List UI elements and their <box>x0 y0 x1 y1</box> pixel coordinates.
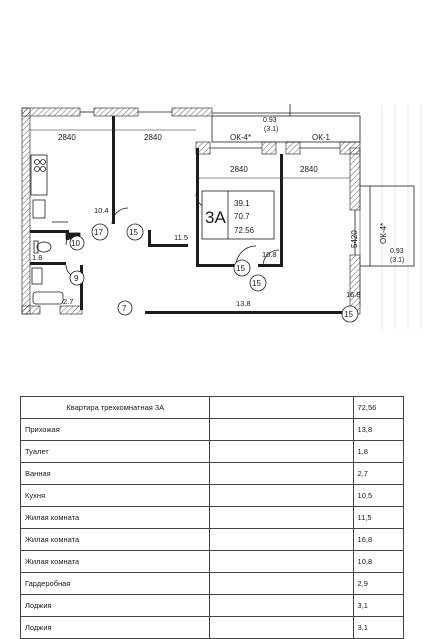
room-area-kitchen: 10.4 <box>94 206 109 215</box>
loggia-right-area: 0.93 <box>390 248 404 255</box>
table-header-value: 72,56 <box>353 397 403 419</box>
area-living: 39.1 <box>234 199 250 208</box>
marker-7-label: 7 <box>122 304 127 313</box>
room-area-living-1: 11.5 <box>174 233 189 242</box>
room-area: 10,8 <box>353 551 403 573</box>
room-area-toilet: 1.8 <box>32 253 43 262</box>
marker-15-a-label: 15 <box>129 228 138 237</box>
marker-15-c-label: 15 <box>252 279 261 288</box>
room-area-living-3: 16.8 <box>346 290 361 299</box>
table-row <box>21 529 404 551</box>
room-area: 13,8 <box>353 419 403 441</box>
table-row <box>21 463 404 485</box>
window-label-ok4-right: ОК-4* <box>379 222 388 244</box>
dim-label-4: 2840 <box>300 165 318 174</box>
area-total: 70.7 <box>234 212 250 221</box>
room-name: Ванная <box>21 463 210 485</box>
marker-10-label: 10 <box>71 239 80 248</box>
room-area: 1,8 <box>353 441 403 463</box>
marker-15-d-label: 15 <box>344 310 353 319</box>
room-area: 11,5 <box>353 507 403 529</box>
room-name: Жилая комната <box>21 529 210 551</box>
loggia-right-area-alt: (3.1) <box>390 257 405 264</box>
table-row <box>21 419 404 441</box>
table-row <box>21 551 404 573</box>
table-row <box>21 595 404 617</box>
room-area-bath: 2.7 <box>63 297 74 306</box>
room-area: 3,1 <box>353 595 403 617</box>
table-header-label: Квартира трехкомнатная 3А <box>21 397 210 419</box>
bath-fixtures <box>32 268 63 304</box>
room-name: Гардеробная <box>21 573 210 595</box>
marker-15-b-label: 15 <box>236 264 245 273</box>
room-area: 10,5 <box>353 485 403 507</box>
room-name: Жилая комната <box>21 551 210 573</box>
room-name: Лоджия <box>21 617 210 639</box>
room-name: Лоджия <box>21 595 210 617</box>
kitchen-fixtures <box>31 155 68 222</box>
room-name: Жилая комната <box>21 507 210 529</box>
table-row <box>21 617 404 639</box>
table-header-row <box>21 397 404 419</box>
table-row <box>21 573 404 595</box>
dim-label-3: 2840 <box>230 165 248 174</box>
table-row <box>21 485 404 507</box>
room-area-living-2: 10.8 <box>262 250 277 259</box>
dim-label-1: 2840 <box>58 133 76 142</box>
room-name: Кухня <box>21 485 210 507</box>
window-label-ok4-left: ОК-4* <box>230 133 252 142</box>
table-row <box>21 507 404 529</box>
room-name: Прихожая <box>21 419 210 441</box>
table-row <box>21 441 404 463</box>
area-table <box>20 396 404 639</box>
dim-label-height: 5420 <box>350 230 359 248</box>
loggia-top-area-alt: (3.1) <box>264 126 279 133</box>
room-area: 3,1 <box>353 617 403 639</box>
apartment-type: 3А <box>205 208 226 227</box>
room-name: Туалет <box>21 441 210 463</box>
area-with-loggias: 72.56 <box>234 226 255 235</box>
room-area: 16,8 <box>353 529 403 551</box>
dim-label-2: 2840 <box>144 133 162 142</box>
marker-17-label: 17 <box>94 228 103 237</box>
window-label-ok1: ОК-1 <box>312 133 330 142</box>
room-area-hall: 13.8 <box>236 299 251 308</box>
background-grid <box>382 105 421 330</box>
marker-9-label: 9 <box>74 274 79 283</box>
room-area: 2,9 <box>353 573 403 595</box>
room-area: 2,7 <box>353 463 403 485</box>
loggia-top-area: 0.93 <box>263 117 277 124</box>
